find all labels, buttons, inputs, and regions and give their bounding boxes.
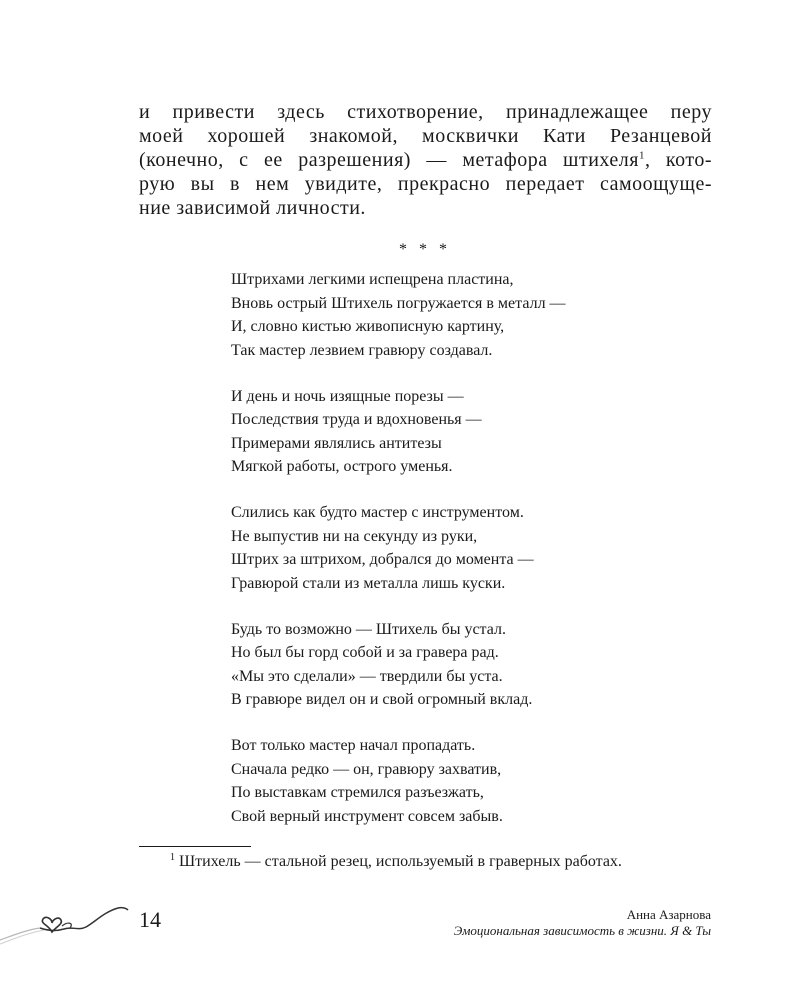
poem-line: По выставкам стремился разъезжать, (231, 784, 484, 801)
poem-line: И, словно кистью живописную картину, (231, 318, 505, 335)
poem-line: Примерами являлись антитезы (231, 434, 442, 452)
footnote (170, 853, 622, 871)
poem-line: Сначала редко — он, гравюру захватив, (231, 760, 502, 778)
footnote-number: 1 (170, 851, 175, 863)
poem-line: Гравюрой стали из металла лишь куски. (231, 574, 506, 592)
poem-line: «Мы это сделали» — твердили бы уста. (231, 667, 503, 685)
intro-line: рую вы в нем увидите, прекрасно передает самоощуще- (139, 173, 712, 195)
intro-line: и привести здесь стихотворение, принадлежащее перу (139, 101, 712, 123)
poem-stanza (231, 385, 566, 479)
heart-flourish-icon (0, 902, 130, 952)
poem (231, 268, 566, 828)
intro-line-tail: , кото- (644, 149, 712, 171)
poem-line: Не выпустив ни на секунду из руки, (231, 527, 478, 545)
poem-line: И день и ночь изящные порезы — (231, 387, 464, 405)
poem-line: Вновь острый Штихель погружается в металл — (231, 294, 566, 312)
footer-book-title: Эмоциональная зависимость в жизни. Я & Ты (453, 923, 711, 938)
footnote-text: Штихель — стальной резец, используемый в граверных работах. (179, 853, 622, 870)
poem-line: Будь то возможно — Штихель бы устал. (231, 620, 506, 638)
poem-line: Так мастер лезвием гравюру создавал. (231, 341, 493, 359)
poem-line: Вот только мастер начал пропадать. (231, 737, 476, 754)
intro-line: ние зависимой личности. (139, 197, 366, 219)
page-number: 14 (139, 907, 161, 932)
running-footer (454, 907, 711, 939)
poem-line: Мягкой работы, острого уменья. (231, 458, 453, 475)
footnote-divider (139, 846, 251, 847)
poem-line: Но был бы горд собой и за гравера рад. (231, 644, 499, 661)
intro-paragraph (139, 100, 712, 220)
footnote-reference[interactable]: 1 (638, 149, 645, 162)
intro-line (139, 148, 712, 172)
poem-line: В гравюре видел он и свой огромный вклад. (231, 691, 533, 708)
poem-line: Штрих за штрихом, добрался до момента — (231, 551, 534, 568)
poem-line: Слились как будто мастер с инструментом. (231, 504, 524, 521)
poem-stanza (231, 501, 566, 595)
poem-stanza (231, 734, 566, 828)
poem-line: Последствия труда и вдохновенья — (231, 411, 482, 428)
intro-line-text: (конечно, с ее разрешения) — метафора штихеля (139, 149, 639, 171)
footer-author: Анна Азарнова (626, 907, 711, 922)
poem-line: Штрихами легкими испещрена пластина, (231, 271, 514, 288)
section-separator: * * * (399, 241, 451, 258)
poem-stanza (231, 618, 566, 712)
poem-line: Свой верный инструмент совсем забыв. (231, 807, 503, 825)
intro-line: моей хорошей знакомой, москвички Кати Резанцевой (139, 125, 712, 147)
poem-stanza (231, 268, 566, 362)
